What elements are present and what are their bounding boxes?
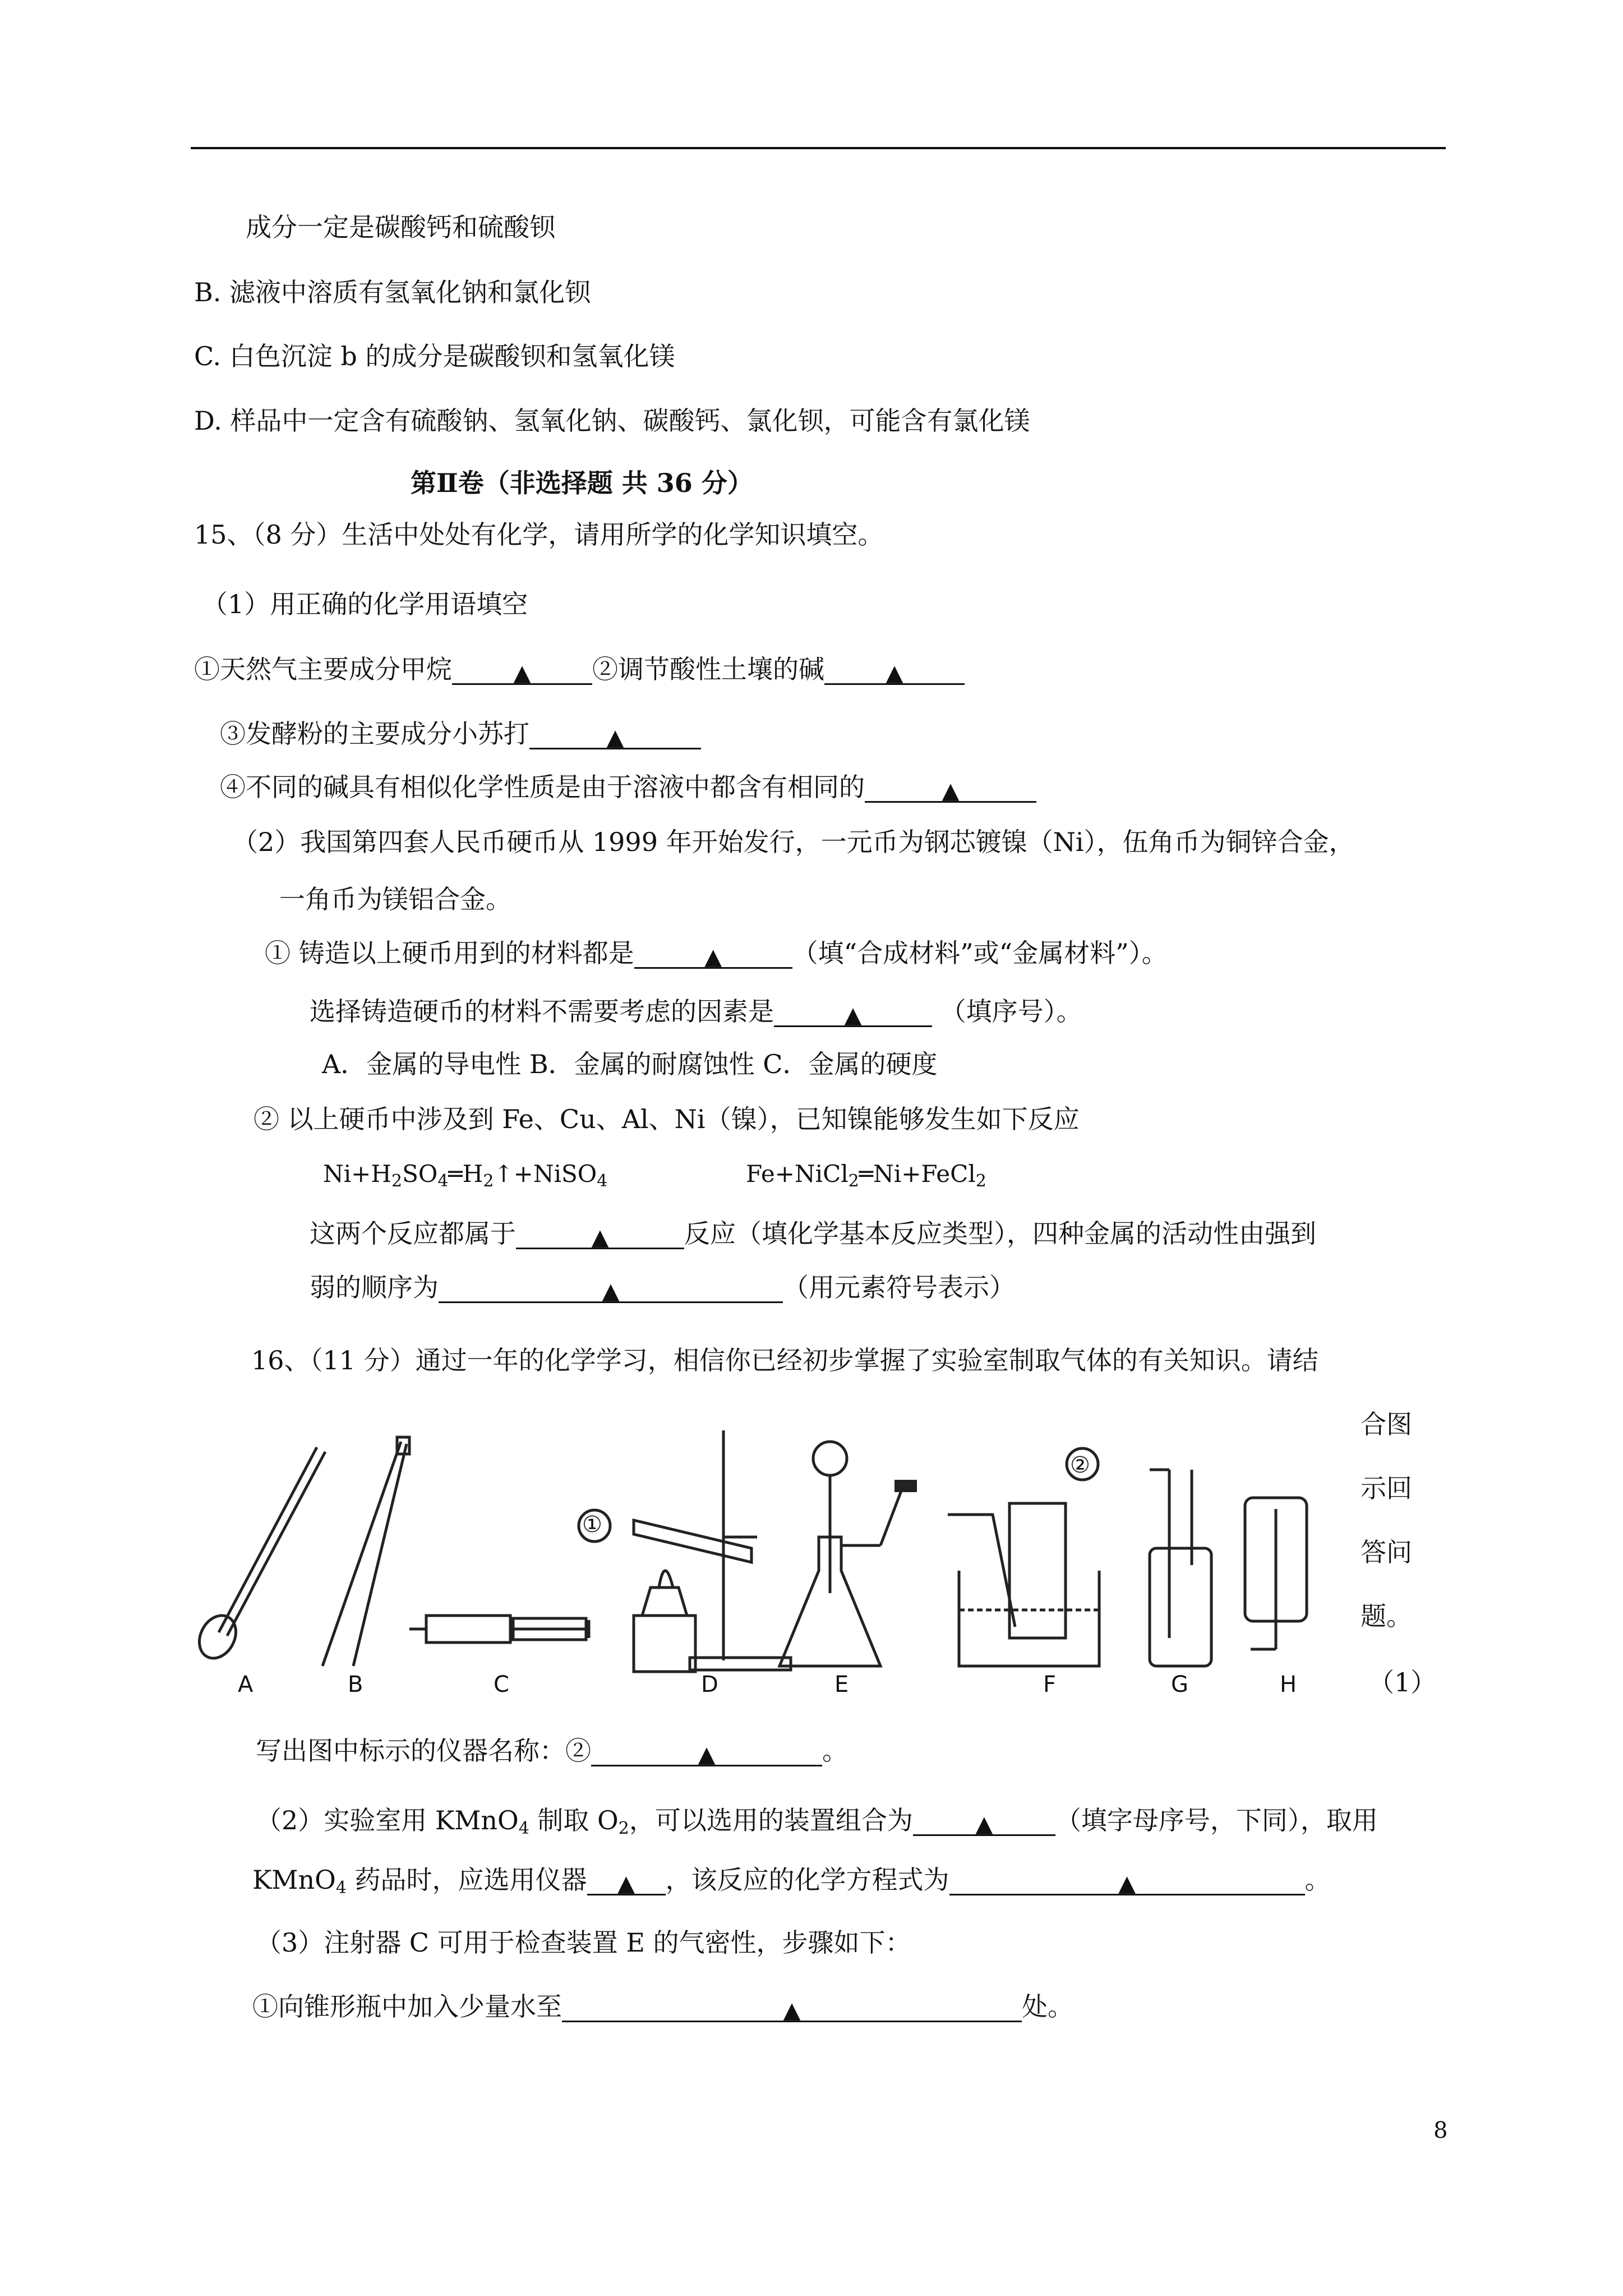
syringe-icon — [409, 1616, 589, 1642]
apparatus-label-a: A — [238, 1672, 253, 1697]
side-text-1: 合图 — [1361, 1409, 1412, 1439]
apparatus-label-d: D — [701, 1672, 718, 1697]
apparatus-label-e: E — [834, 1672, 849, 1697]
answer-blank[interactable] — [913, 1810, 1055, 1836]
question-15-part-1: （1）用正确的化学用语填空 — [202, 589, 528, 619]
gas-bottle-icon — [1150, 1470, 1211, 1666]
question-15-2-2b: 这两个反应都属于 ▲ 反应（填化学基本反应类型），四种金属的活动性由强到 — [310, 1218, 1316, 1250]
triangle-icon: ▲ — [844, 1002, 862, 1028]
option-b: B. 滤液中溶质有氢氧化钠和氯化钡 — [194, 277, 591, 307]
question-16-3: （3）注射器 C 可用于检查装置 E 的气密性，步骤如下： — [256, 1927, 911, 1958]
side-text-2: 示回 — [1361, 1473, 1412, 1503]
question-15-2-1b: 选择铸造硬币的材料不需要考虑的因素是 ▲ （填序号）。 — [310, 996, 1082, 1028]
question-15-1-d: ④不同的碱具有相似化学性质是由于溶液中都含有相同的 ▲ — [220, 774, 1036, 803]
side-text-3: 答问 — [1361, 1537, 1412, 1567]
side-text-5: （1） — [1368, 1667, 1437, 1697]
apparatus-label-g: G — [1171, 1672, 1188, 1697]
answer-blank[interactable] — [634, 942, 792, 969]
triangle-icon: ▲ — [1118, 1871, 1136, 1897]
option-a-tail: 成分一定是碳酸钙和硫酸钡 — [246, 212, 555, 242]
water-trough-icon — [948, 1448, 1099, 1666]
section-title: 第Ⅱ卷（非选择题 共 36 分） — [411, 468, 753, 498]
answer-blank[interactable] — [516, 1223, 684, 1249]
question-15: 15、（8 分）生活中处处有化学，请用所学的化学知识填空。 — [194, 519, 884, 550]
triangle-icon: ▲ — [602, 1278, 620, 1304]
answer-blank[interactable] — [824, 659, 965, 685]
question-16-2b: KMnO$_4$ 药品时，应选用仪器 ▲ ，该反应的化学方程式为 ▲ 。 — [252, 1865, 1331, 1898]
triangle-icon: ▲ — [606, 725, 624, 751]
triangle-icon: ▲ — [942, 778, 960, 804]
triangle-icon: ▲ — [886, 660, 903, 686]
question-15-2-2c: 弱的顺序为 ▲ （用元素符号表示） — [310, 1272, 1015, 1304]
question-16: 16、（11 分）通过一年的化学学习，相信你已经初步掌握了实验室制取气体的有关知识。请结 — [251, 1345, 1318, 1375]
question-15-2-1: ① 铸造以上硬币用到的材料都是 ▲ （填“合成材料”或“金属材料”）。 — [265, 938, 1168, 970]
conical-flask-icon — [780, 1442, 917, 1666]
triangle-icon: ▲ — [513, 660, 531, 686]
answer-blank[interactable] — [587, 1869, 666, 1895]
side-text-4: 题。 — [1361, 1601, 1412, 1631]
answer-blank[interactable] — [591, 1740, 822, 1766]
question-16-2: （2）实验室用 KMnO$_4$ 制取 $O_2$，可以选用的装置组合为 ▲ （填字母序号，下同），取用 — [256, 1805, 1378, 1838]
heating-apparatus-icon — [579, 1430, 791, 1672]
answer-blank[interactable] — [452, 659, 592, 685]
answer-blank[interactable] — [865, 776, 1036, 803]
triangle-icon: ▲ — [591, 1225, 609, 1250]
question-16-3a: ①向锥形瓶中加入少量水至 ▲ 处。 — [252, 1991, 1073, 2023]
apparatus-label-f: F — [1043, 1672, 1057, 1697]
question-15-2-2: ② 以上硬币中涉及到 Fe、Cu、Al、Ni（镍），已知镍能够发生如下反应 — [253, 1104, 1080, 1134]
triangle-icon: ▲ — [783, 1998, 801, 2023]
apparatus-label-c: C — [494, 1672, 509, 1697]
equation-1: $Ni+H_2SO_4═H_2↑+NiSO_4$ — [323, 1160, 608, 1191]
triangle-icon: ▲ — [617, 1871, 635, 1897]
page-number: 8 — [1433, 2118, 1448, 2143]
spoon-icon — [192, 1447, 325, 1664]
question-15-part-2-cont: 一角币为镁铝合金。 — [279, 884, 511, 914]
circle-label-1: ① — [582, 1512, 602, 1538]
equation-2: Fe+NiCl$_2$═Ni+FeCl$_2$ — [746, 1160, 986, 1191]
question-15-1-c: ③发酵粉的主要成分小苏打 ▲ — [220, 721, 701, 749]
circle-label-2: ② — [1070, 1452, 1090, 1478]
answer-blank[interactable] — [439, 1277, 783, 1303]
header-rule — [191, 147, 1446, 149]
triangle-icon: ▲ — [975, 1811, 993, 1837]
question-15-1-a: ①天然气主要成分甲烷 ▲ ②调节酸性土壤的碱 ▲ — [194, 656, 965, 685]
triangle-icon: ▲ — [698, 1742, 716, 1768]
reagent-bottle-icon — [1245, 1498, 1307, 1649]
answer-blank[interactable] — [529, 723, 701, 749]
answer-blank[interactable] — [562, 1996, 1022, 2022]
option-c: C. 白色沉淀 b 的成分是碳酸钡和氢氧化镁 — [194, 341, 675, 371]
question-16-1: 写出图中标示的仪器名称：② ▲ 。 — [256, 1736, 848, 1768]
option-d: D. 样品中一定含有硫酸钠、氢氧化钠、碳酸钙、氯化钡，可能含有氯化镁 — [194, 406, 1030, 436]
question-15-options: A．金属的导电性 B．金属的耐腐蚀性 C．金属的硬度 — [322, 1049, 938, 1079]
triangle-icon: ▲ — [704, 944, 722, 970]
apparatus-label-b: B — [348, 1672, 363, 1697]
apparatus-label-h: H — [1280, 1672, 1297, 1697]
answer-blank[interactable] — [949, 1869, 1305, 1895]
answer-blank[interactable] — [774, 1001, 932, 1027]
tweezers-icon — [322, 1437, 409, 1666]
question-15-part-2: （2）我国第四套人民币硬币从 1999 年开始发行，一元币为钢芯镀镍（Ni），伍角币为铜锌合金， — [232, 827, 1355, 857]
apparatus-figure — [185, 1425, 1352, 1683]
